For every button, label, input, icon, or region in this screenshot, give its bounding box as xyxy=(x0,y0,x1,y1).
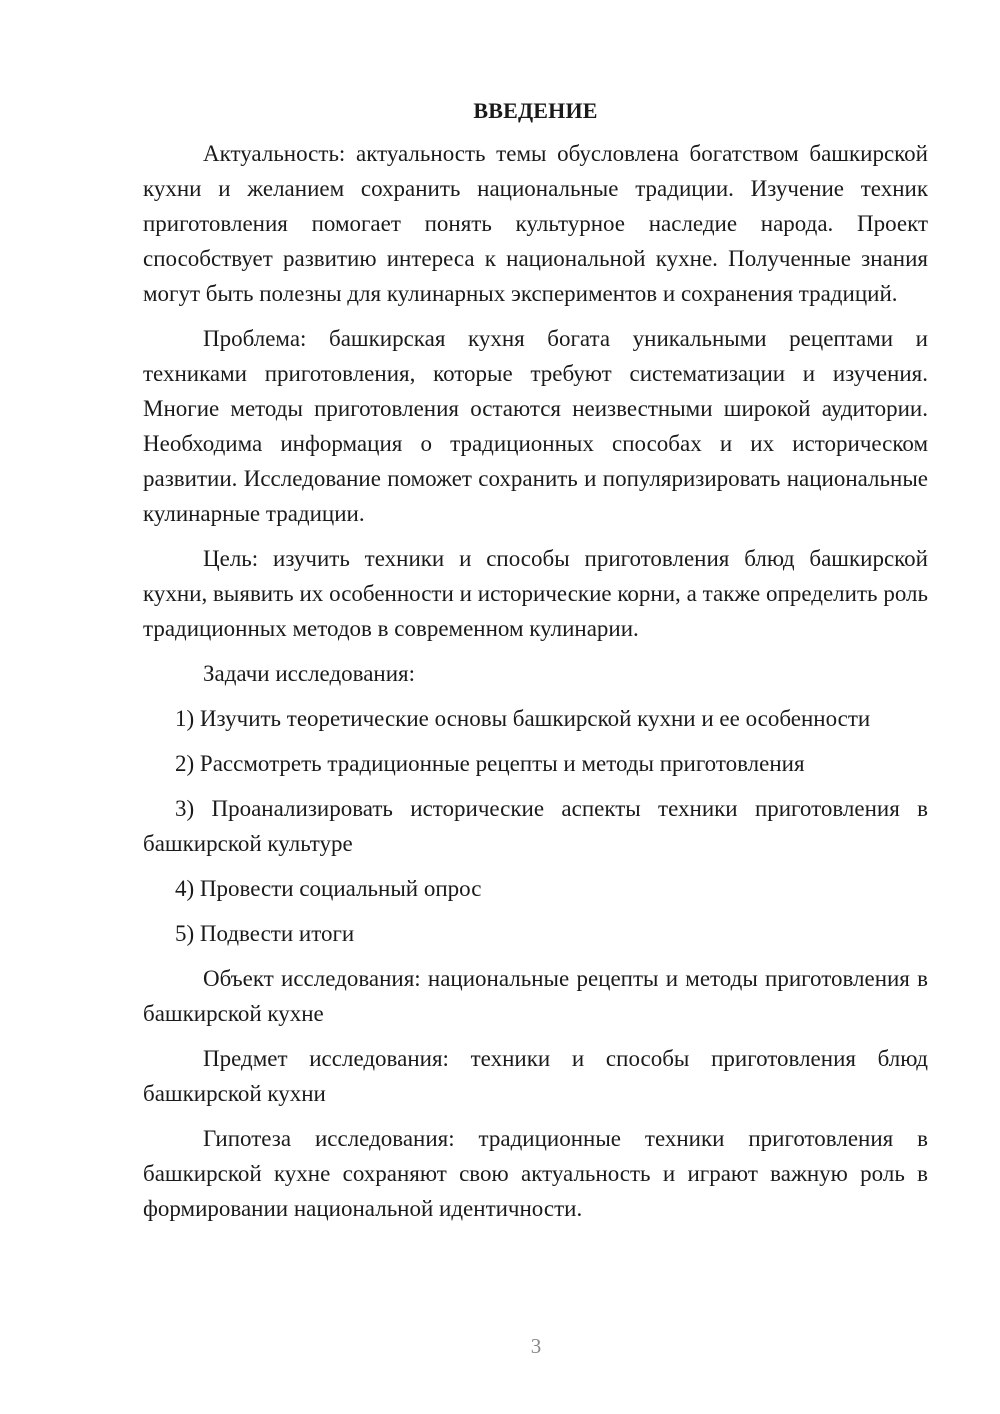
paragraph-tasks-heading: Задачи исследования: xyxy=(203,661,416,686)
task-item-4: 4) Провести социальный опрос xyxy=(175,876,482,901)
page-content xyxy=(143,96,928,1236)
paragraph-relevance: Актуальность: актуальность темы обусловлена богатством башкирской кухни и желанием сохранить национальные традиции. Изучение техник приготовления помогает понять культурное наследие народа. Проект способствует развитию интереса к национальной кухне. Полученные знания могут быть полезны для кулинарных экспериментов и сохранения традиций. xyxy=(143,141,928,306)
task-item-1: 1) Изучить теоретические основы башкирской кухни и ее особенности xyxy=(175,706,871,731)
page-title: ВВЕДЕНИЕ xyxy=(473,98,598,123)
paragraph-problem: Проблема: башкирская кухня богата уникальными рецептами и техниками приготовления, которые требуют систематизации и изучения. Многие методы приготовления остаются неизвестными широкой аудитории. Необходима информация о традиционных способах и их историческом развитии. Исследование поможет сохранить и популяризировать национальные кулинарные традиции. xyxy=(143,326,928,526)
paragraph-goal: Цель: изучить техники и способы приготовления блюд башкирской кухни, выявить их особенности и исторические корни, а также определить роль традиционных методов в современном кулинарии. xyxy=(143,546,928,641)
paragraph-subject: Предмет исследования: техники и способы приготовления блюд башкирской кухни xyxy=(143,1046,928,1106)
paragraph-hypothesis: Гипотеза исследования: традиционные техники приготовления в башкирской кухне сохраняют свою актуальность и играют важную роль в формировании национальной идентичности. xyxy=(143,1126,928,1221)
task-item-5: 5) Подвести итоги xyxy=(175,921,355,946)
task-item-3: 3) Проанализировать исторические аспекты техники приготовления в башкирской культуре xyxy=(143,796,928,856)
paragraph-object: Объект исследования: национальные рецепты и методы приготовления в башкирской кухне xyxy=(143,966,928,1026)
page-number: 3 xyxy=(530,1334,542,1358)
task-item-2: 2) Рассмотреть традиционные рецепты и методы приготовления xyxy=(175,751,805,776)
